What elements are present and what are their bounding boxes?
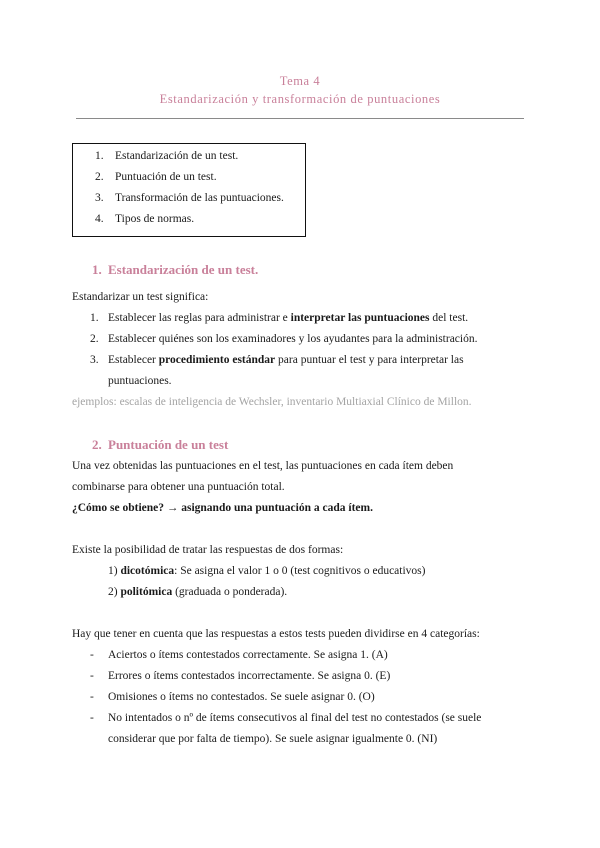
topic-title: Tema 4 (279, 74, 321, 88)
toc-item-text: Puntuación de un test. (115, 171, 217, 183)
emphasis: procedimiento estándar (158, 354, 276, 366)
bullet: - (90, 649, 94, 661)
toc-item-text: Tipos de normas. (115, 213, 195, 225)
list-item (108, 312, 468, 324)
section-title: Puntuación de un test (108, 437, 229, 452)
toc-item-number: 3. (95, 192, 104, 204)
paragraph: Una vez obtenidas las puntuaciones en el test, las puntuaciones en cada ítem deben (72, 460, 454, 472)
question-line: ¿Cómo se obtiene? → asignando una puntuación a cada ítem. (72, 502, 373, 514)
paragraph: Existe la posibilidad de tratar las respuestas de dos formas: (72, 544, 344, 556)
form-item (108, 565, 425, 577)
text-run: Establecer las reglas para administrar e (108, 312, 291, 324)
section-heading (92, 437, 228, 453)
toc-item-number: 1. (95, 150, 104, 162)
bullet: - (90, 712, 94, 724)
section-number: 2. (92, 437, 102, 452)
emphasis: politómica (120, 586, 173, 598)
paragraph: Hay que tener en cuenta que las respuestas a estos tests pueden dividirse en 4 categorías: (72, 628, 480, 640)
text-run: 2) (108, 586, 121, 598)
list-number: 1. (90, 312, 99, 324)
section-heading (92, 262, 258, 278)
text-run: para puntuar el test y para interpretar las (275, 354, 464, 366)
section-title: Estandarización de un test. (108, 262, 259, 277)
toc-item-text: Estandarización de un test. (115, 150, 239, 162)
bullet: - (90, 691, 94, 703)
list-item: Errores o ítems contestados incorrectamente. Se asigna 0. (E) (108, 670, 391, 682)
text-run: del test. (429, 312, 469, 324)
list-item-continuation: considerar que por falta de tiempo). Se suele asignar igualmente 0. (NI) (108, 733, 438, 745)
toc-item-number: 2. (95, 171, 104, 183)
text-run: (graduada o ponderada). (172, 586, 288, 598)
list-item: Aciertos o ítems contestados correctamente. Se asigna 1. (A) (108, 649, 388, 661)
toc-item (95, 213, 194, 225)
toc-item-number: 4. (95, 213, 104, 225)
list-item: Establecer quiénes son los examinadores y los ayudantes para la administración. (108, 333, 478, 345)
emphasis: dicotómica (120, 565, 175, 577)
list-item (108, 354, 464, 366)
text-run: : Se asigna el valor 1 o 0 (test cognitivos o educativos) (174, 565, 426, 577)
emphasis: interpretar las puntuaciones (290, 312, 430, 324)
list-number: 3. (90, 354, 99, 366)
toc-item (95, 150, 238, 162)
text-run: Establecer (108, 354, 159, 366)
paragraph: combinarse para obtener una puntuación total. (72, 481, 285, 493)
toc-item (95, 192, 284, 204)
header-divider (76, 118, 524, 119)
list-item: Omisiones o ítems no contestados. Se suele asignar 0. (O) (108, 691, 375, 703)
list-item-continuation: puntuaciones. (108, 375, 172, 387)
section-number: 1. (92, 262, 102, 277)
examples-note: ejemplos: escalas de inteligencia de Wechsler, inventario Multiaxial Clínico de Millon. (72, 396, 472, 408)
form-item (108, 586, 287, 598)
toc-item (95, 171, 217, 183)
topic-subtitle: Estandarización y transformación de puntuaciones (159, 92, 441, 106)
text-run: 1) (108, 565, 121, 577)
list-item: No intentados o nº de ítems consecutivos al final del test no contestados (se suele (108, 712, 482, 724)
list-number: 2. (90, 333, 99, 345)
section-intro: Estandarizar un test significa: (72, 291, 209, 303)
bullet: - (90, 670, 94, 682)
table-of-contents (72, 143, 306, 237)
toc-item-text: Transformación de las puntuaciones. (115, 192, 284, 204)
